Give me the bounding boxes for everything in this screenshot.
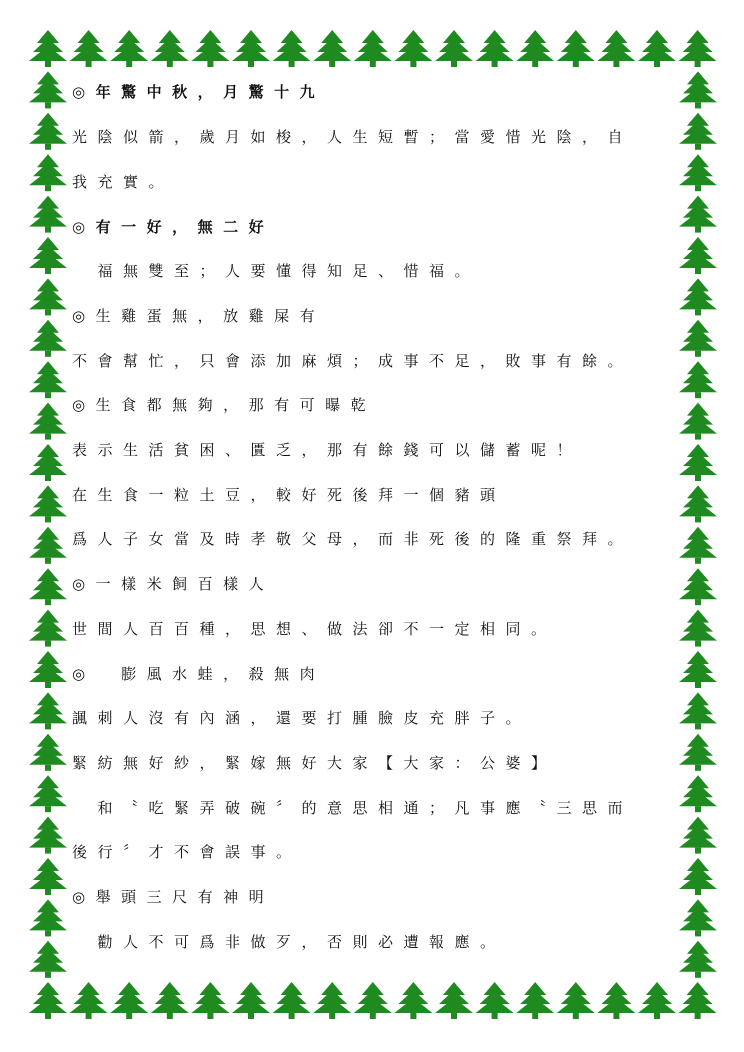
proverb-heading: ◎一樣米飼百樣人 [72,575,275,593]
pine-tree-icon [679,154,717,191]
pine-tree-icon [679,278,717,315]
proverb-heading: ◎有一好，無二好 [72,218,275,236]
proverb-heading: 在生食一粒土豆，較好死後拜一個豬頭 [72,486,506,504]
pine-tree-icon [29,71,67,108]
pine-tree-icon [476,982,514,1019]
pine-tree-icon [313,982,351,1019]
pine-tree-icon [232,30,270,67]
proverb-heading: ◎生雞蛋無，放雞屎有 [72,307,326,325]
pine-tree-icon [29,610,67,647]
pine-tree-icon [679,610,717,647]
pine-tree-icon [679,485,717,522]
proverb-explanation: 勸人不可爲非做歹，否則必遭報應。 [72,933,506,951]
pine-tree-icon [679,320,717,357]
pine-tree-icon [679,71,717,108]
pine-tree-icon [29,899,67,936]
pine-tree-icon [29,361,67,398]
pine-tree-icon [29,651,67,688]
pine-tree-icon [29,692,67,729]
pine-tree-icon [110,982,148,1019]
pine-tree-icon [151,982,189,1019]
proverb-explanation: 光陰似箭，歲月如梭，人生短暫；當愛惜光陰，自 [72,128,634,146]
pine-tree-icon [516,30,554,67]
pine-tree-icon [638,30,676,67]
proverb-explanation: 和〝吃緊弄破碗〞的意思相通；凡事應〝三思而 [72,799,634,817]
proverb-heading: ◎ 膨風水蛙，殺無肉 [72,665,326,683]
pine-tree-icon [679,237,717,274]
proverb-explanation: 表示生活貧困、匱乏，那有餘錢可以儲蓄呢！ [72,441,583,459]
proverb-heading: ◎年驚中秋，月驚十九 [72,83,326,101]
pine-tree-icon [29,30,67,67]
pine-tree-icon [679,775,717,812]
proverb-explanation: 不會幫忙，只會添加麻煩；成事不足，敗事有餘。 [72,352,634,370]
pine-tree-icon [29,403,67,440]
proverb-heading: ◎舉頭三尺有神明 [72,888,275,906]
proverb-explanation: 我充實。 [72,173,175,191]
pine-tree-icon [557,982,595,1019]
pine-tree-icon [679,734,717,771]
pine-tree-icon [29,982,67,1019]
proverb-heading: ◎生食都無夠，那有可曝乾 [72,396,377,414]
pine-tree-icon [679,113,717,150]
pine-tree-icon [679,361,717,398]
pine-tree-icon [29,775,67,812]
pine-tree-icon [191,982,229,1019]
pine-tree-icon [29,527,67,564]
pine-tree-icon [29,817,67,854]
pine-tree-icon [70,982,108,1019]
proverb-explanation: 世間人百百種，思想、做法卻不一定相同。 [72,620,557,638]
pine-tree-icon [679,196,717,233]
pine-tree-icon [679,30,717,67]
pine-tree-icon [29,734,67,771]
pine-tree-icon [476,30,514,67]
pine-tree-icon [232,982,270,1019]
pine-tree-icon [435,30,473,67]
pine-tree-icon [435,982,473,1019]
pine-tree-icon [29,858,67,895]
pine-tree-icon [273,982,311,1019]
pine-tree-icon [151,30,189,67]
pine-tree-icon [394,982,432,1019]
proverb-explanation: 爲人子女當及時孝敬父母，而非死後的隆重祭拜。 [72,530,634,548]
pine-tree-icon [597,982,635,1019]
pine-tree-icon [29,568,67,605]
pine-tree-icon [191,30,229,67]
pine-tree-icon [679,692,717,729]
proverb-explanation: 福無雙至；人要懂得知足、惜福。 [72,262,481,280]
pine-tree-icon [70,30,108,67]
pine-tree-icon [679,444,717,481]
pine-tree-icon [273,30,311,67]
pine-tree-icon [29,320,67,357]
pine-tree-icon [638,982,676,1019]
pine-tree-icon [679,403,717,440]
pine-tree-icon [557,30,595,67]
pine-tree-icon [597,30,635,67]
pine-tree-icon [679,651,717,688]
pine-tree-icon [679,941,717,978]
pine-tree-icon [679,527,717,564]
pine-tree-icon [29,237,67,274]
pine-tree-icon [29,196,67,233]
pine-tree-icon [679,899,717,936]
pine-tree-icon [110,30,148,67]
pine-tree-icon [394,30,432,67]
pine-tree-icon [516,982,554,1019]
pine-tree-icon [679,858,717,895]
pine-tree-icon [313,30,351,67]
proverb-heading: 緊紡無好紗，緊嫁無好大家【大家：公婆】 [72,754,557,772]
pine-tree-icon [29,941,67,978]
pine-tree-icon [29,113,67,150]
pine-tree-icon [354,982,392,1019]
pine-tree-icon [679,817,717,854]
pine-tree-icon [29,485,67,522]
pine-tree-icon [354,30,392,67]
pine-tree-icon [679,982,717,1019]
proverb-explanation: 後行〞才不會誤事。 [72,843,302,861]
pine-tree-icon [29,154,67,191]
pine-tree-icon [29,444,67,481]
pine-tree-icon [679,568,717,605]
proverb-explanation: 諷刺人沒有內涵，還要打腫臉皮充胖子。 [72,709,532,727]
pine-tree-icon [29,278,67,315]
